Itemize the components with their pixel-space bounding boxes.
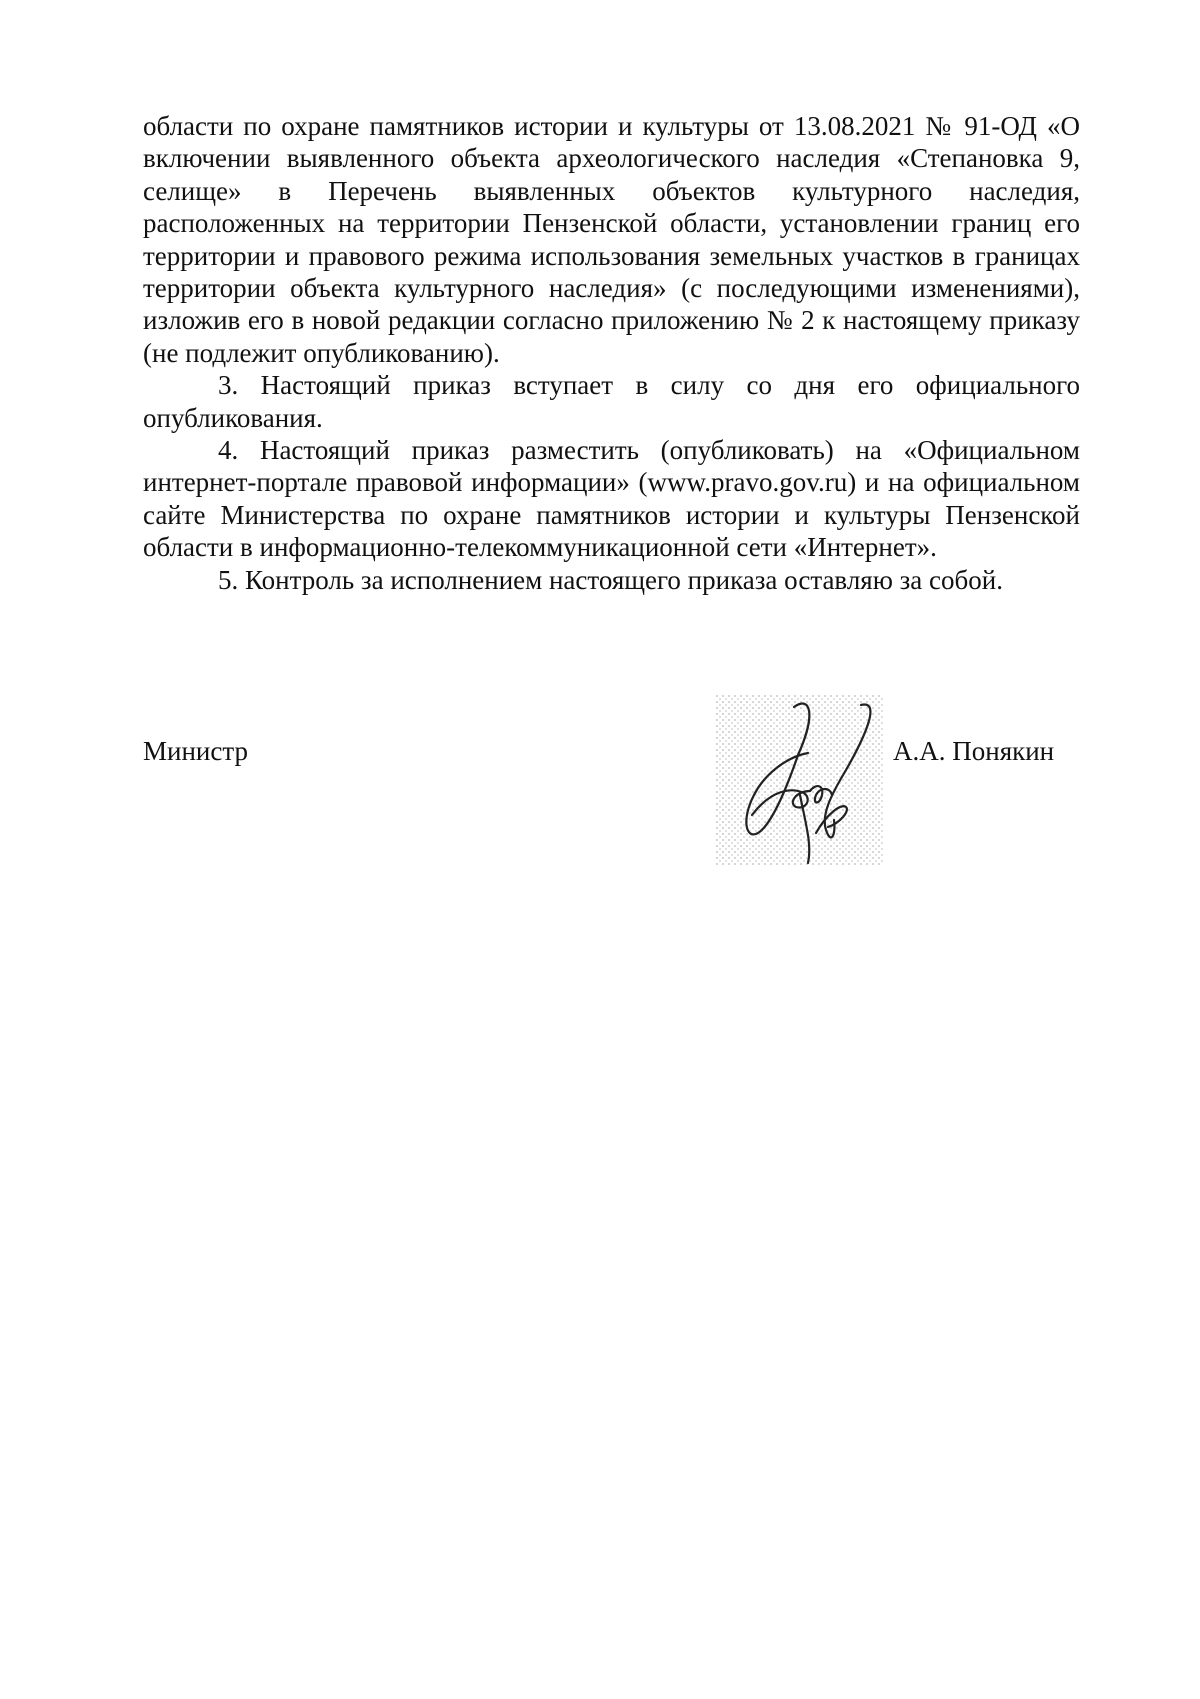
- paragraph-item-3: 3. Настоящий приказ вступает в силу со дня его официального опубликования.: [143, 370, 1080, 433]
- document-body: [143, 110, 1080, 596]
- signatory-name: А.А. Понякин: [893, 736, 1055, 766]
- signatory-title: Министр: [143, 736, 248, 766]
- paragraph-item-5: 5. Контроль за исполнением настоящего приказа оставляю за собой.: [218, 564, 1003, 595]
- paragraph-continuation: области по охране памятников истории и культуры от 13.08.2021 № 91-ОД «О включении выявленного объекта археологического наследия «Степановка 9, селище» в Перечень выявленных объектов культурного наследия, расположенных на территории Пензенской области, установлении границ его территории и правового режима использования земельных участков в границах территории объекта культурного наследия» (с последующими изменениями), изложив его в новой редакции согласно приложению № 2 к настоящему приказу (не подлежит опубликованию).: [143, 111, 1080, 368]
- handwritten-signature-icon: [716, 695, 884, 865]
- signature-block: [143, 695, 1080, 875]
- paragraph-item-4: 4. Настоящий приказ разместить (опубликовать) на «Официальном интернет-портале правовой информации» (www.pravo.gov.ru) и на официальном сайте Министерства по охране памятников истории и культуры Пензенской области в информационно-телекоммуникационной сети «Интернет».: [143, 435, 1080, 563]
